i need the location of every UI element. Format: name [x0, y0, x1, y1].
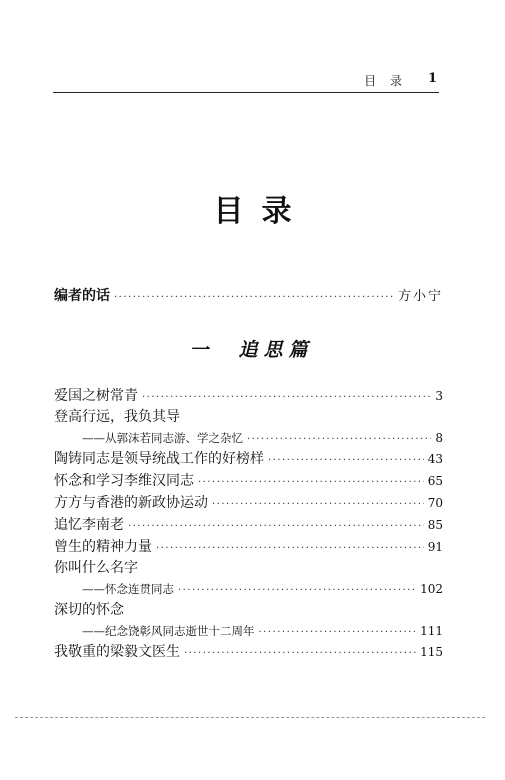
- toc-entry[interactable]: [54, 449, 443, 469]
- toc-entry-page: 3: [435, 389, 443, 403]
- toc-entry-title: 你叫什么名字: [54, 560, 138, 576]
- toc-entry-subtitle[interactable]: [54, 579, 443, 599]
- dot-leader: [268, 451, 424, 471]
- toc-entry[interactable]: [54, 471, 443, 491]
- toc-entry-subtitle[interactable]: [54, 428, 443, 448]
- section-number: 一: [191, 339, 211, 361]
- dot-leader: [212, 495, 424, 515]
- section-name: 追思篇: [238, 339, 314, 361]
- toc-entry-subtitle-text: ——纪念饶彰风同志逝世十二周年: [82, 624, 255, 638]
- toc-entry-page: 8: [435, 431, 443, 445]
- dot-leader: [247, 430, 431, 450]
- toc-entry[interactable]: [54, 515, 443, 535]
- dot-leader: [128, 517, 424, 537]
- dot-leader: [259, 623, 417, 643]
- toc-entry-page: 91: [427, 540, 443, 554]
- dot-leader: [178, 581, 416, 601]
- toc-entry-preface[interactable]: [54, 286, 443, 306]
- toc-entry-subtitle-text: ——从郭沫若同志游、学之杂忆: [82, 431, 243, 445]
- bottom-rule: [15, 717, 485, 718]
- toc-entry-page: 65: [427, 474, 443, 488]
- toc-entry-title: 方方与香港的新政协运动: [54, 495, 208, 511]
- toc-entry-author: 方小宁: [397, 289, 443, 304]
- toc-entry[interactable]: [54, 558, 443, 578]
- toc-entry-title: 我敬重的梁毅文医生: [54, 644, 180, 660]
- toc-entry-page: 102: [420, 582, 443, 596]
- toc-entry-title: 爱国之树常青: [54, 388, 138, 404]
- running-header: [53, 70, 439, 93]
- toc-entry-page: 70: [427, 496, 443, 510]
- toc-entry[interactable]: [54, 493, 443, 513]
- toc-entry-subtitle-text: ——怀念连贯同志: [82, 582, 174, 596]
- running-header-title: 目 录: [364, 74, 407, 88]
- toc-entry[interactable]: [54, 386, 443, 406]
- toc-entry-subtitle[interactable]: [54, 621, 443, 641]
- toc-entry[interactable]: [54, 537, 443, 557]
- toc-entry[interactable]: [54, 642, 443, 662]
- toc-entry-page: 115: [420, 645, 443, 659]
- toc-entry-title: 怀念和学习李维汉同志: [54, 473, 194, 489]
- section-heading: [0, 335, 505, 362]
- page-number: 1: [427, 71, 437, 86]
- toc-entry-title: 曾生的精神力量: [54, 539, 152, 555]
- dot-leader: [114, 288, 394, 308]
- toc-entry-title: 编者的话: [54, 288, 110, 304]
- toc-entry-page: 85: [427, 518, 443, 532]
- dot-leader: [156, 539, 424, 559]
- toc-entry[interactable]: [54, 407, 443, 427]
- toc-entry-title: 陶铸同志是领导统战工作的好榜样: [54, 451, 264, 467]
- toc-entry-title: 深切的怀念: [54, 602, 124, 618]
- toc-entry-title: 登高行远，我负其导: [54, 409, 180, 425]
- page-title: 目录: [213, 194, 310, 229]
- dot-leader: [198, 473, 424, 493]
- toc-entry-page: 111: [420, 624, 443, 638]
- toc-entry-page: 43: [427, 452, 443, 466]
- dot-leader: [142, 388, 431, 408]
- dot-leader: [184, 644, 416, 664]
- toc-entry-title: 追忆李南老: [54, 517, 124, 533]
- toc-entry[interactable]: [54, 600, 443, 620]
